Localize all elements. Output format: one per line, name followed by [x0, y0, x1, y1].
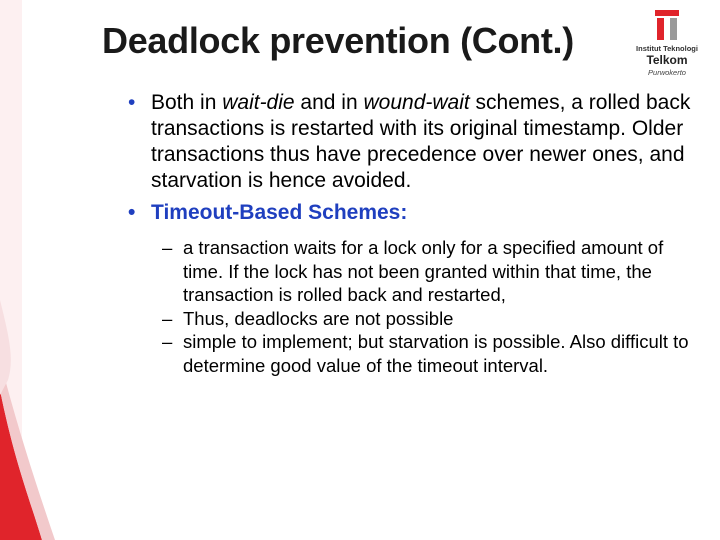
bullet-dot: •: [128, 91, 136, 114]
sub-bullet-item: [162, 330, 695, 377]
bullet-text-mid: and in: [294, 91, 364, 114]
sub-bullet-list: [162, 236, 695, 377]
dash-marker: –: [162, 331, 173, 352]
bullet-heading-text: Timeout-Based Schemes:: [151, 201, 408, 224]
sub-bullet-item: [162, 307, 695, 331]
bullet-text-wound-wait: wound-wait: [363, 91, 470, 114]
dash-marker: –: [162, 237, 173, 258]
logo-line1: Institut Teknologi: [636, 44, 698, 53]
logo-line3: Purwokerto: [648, 68, 686, 77]
slide-title: Deadlock prevention (Cont.): [102, 20, 574, 61]
bullet-dot: •: [128, 201, 136, 224]
bullet-restart: [125, 90, 695, 194]
sub-bullet-text: simple to implement; but starvation is possible. Also difficult to determine good value of the timeout interval.: [183, 331, 689, 376]
sub-bullet-text: Thus, deadlocks are not possible: [183, 307, 454, 329]
slide-body: [125, 90, 695, 377]
logo-line2: Telkom: [646, 53, 688, 67]
bullet-text-wait-die: wait-die: [222, 91, 295, 114]
dash-marker: –: [162, 307, 173, 329]
bullet-text-pre: Both in: [151, 91, 223, 114]
institution-logo: [622, 8, 712, 80]
logo-mark-icon: [622, 8, 712, 44]
bullet-timeout-heading: [125, 200, 695, 226]
sub-bullet-item: [162, 236, 695, 307]
bullet-text-post: schemes, a rolled back transactions is restarted with its original timestamp. Older transactions thus have precedence over newer ones, and starvation is hence avoided.: [151, 91, 691, 192]
sub-bullet-text: a transaction waits for a lock only for a specified amount of time. If the lock has not been granted within that time, the transaction is rolled back and restarted,: [183, 237, 664, 305]
